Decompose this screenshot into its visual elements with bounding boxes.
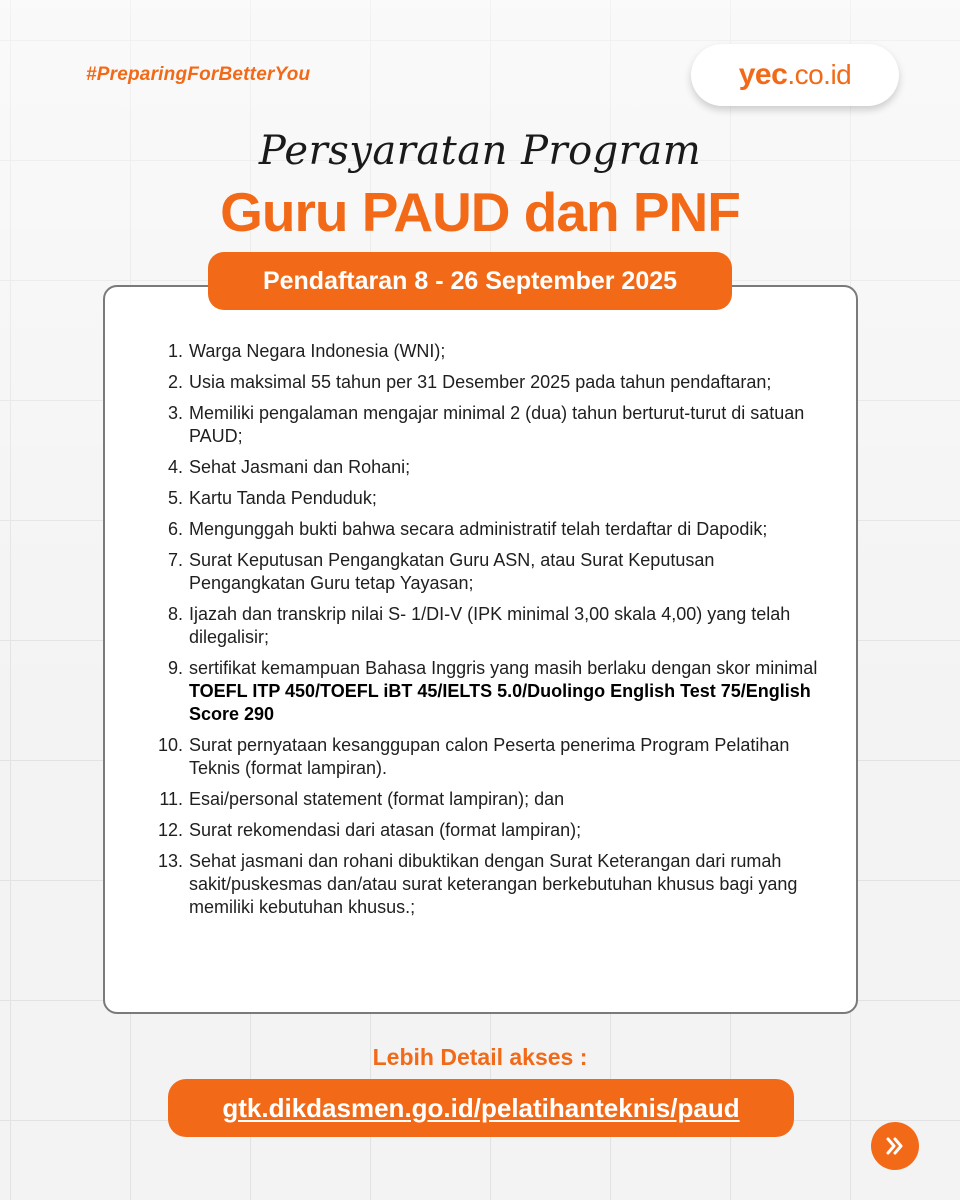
list-text: Ijazah dan transkrip nilai S- 1/DI-V (IPK minimal 3,00 skala 4,00) yang telah dilegalisir; <box>189 604 791 647</box>
requirements-list <box>145 340 825 927</box>
list-number: 10. <box>157 735 183 755</box>
list-text: Warga Negara Indonesia (WNI); <box>189 341 446 361</box>
page-subtitle: Persyaratan Program <box>258 128 702 174</box>
list-text: Esai/personal statement (format lampiran); dan <box>189 789 565 809</box>
list-item <box>145 819 825 842</box>
list-item <box>145 340 825 363</box>
list-number: 6. <box>167 519 183 539</box>
list-number: 1. <box>167 341 183 361</box>
list-item <box>145 456 825 479</box>
page-title: Guru PAUD dan PNF <box>220 181 740 243</box>
list-text: Sehat jasmani dan rohani dibuktikan dengan Surat Keterangan dari rumah sakit/puskesmas dan/atau surat keterangan berkebutuhan khusus bagi yang memiliki kebutuhan khusus.; <box>189 851 798 917</box>
list-text: Memiliki pengalaman mengajar minimal 2 (dua) tahun berturut-turut di satuan PAUD; <box>189 403 805 446</box>
registration-badge: Pendaftaran 8 - 26 September 2025 <box>208 252 732 310</box>
list-text: Surat Keputusan Pengangkatan Guru ASN, atau Surat Keputusan Pengangkatan Guru tetap Yayasan; <box>189 550 715 593</box>
logo-domain: .co.id <box>787 59 852 90</box>
list-number: 7. <box>167 550 183 570</box>
list-number: 9. <box>167 658 183 678</box>
detail-label: Lebih Detail akses : <box>372 1044 588 1070</box>
list-number: 12. <box>157 820 183 840</box>
logo-brand: yec <box>738 58 788 91</box>
logo[interactable] <box>691 44 899 106</box>
list-item <box>145 549 825 595</box>
list-text <box>183 657 825 726</box>
list-text: Sehat Jasmani dan Rohani; <box>189 457 411 477</box>
list-item <box>145 603 825 649</box>
list-text: Surat rekomendasi dari atasan (format lampiran); <box>189 820 582 840</box>
list-number: 13. <box>157 851 183 871</box>
detail-link[interactable]: gtk.dikdasmen.go.id/pelatihanteknis/paud <box>168 1079 794 1137</box>
list-item <box>145 371 825 394</box>
list-text-plain: sertifikat kemampuan Bahasa Inggris yang masih berlaku dengan skor minimal <box>189 658 818 678</box>
list-item <box>145 487 825 510</box>
list-item <box>145 518 825 541</box>
list-item <box>145 734 825 780</box>
list-text: Kartu Tanda Penduduk; <box>189 488 377 508</box>
list-number: 11. <box>159 789 183 809</box>
list-text: Surat pernyataan kesanggupan calon Peserta penerima Program Pelatihan Teknis (format lampiran). <box>189 735 790 778</box>
list-number: 8. <box>167 604 183 624</box>
list-number: 5. <box>167 488 183 508</box>
next-button[interactable] <box>871 1122 919 1170</box>
list-item <box>145 788 825 811</box>
list-number: 3. <box>167 403 183 423</box>
list-item <box>145 657 825 726</box>
hashtag: #PreparingForBetterYou <box>86 64 311 85</box>
list-text: Mengunggah bukti bahwa secara administratif telah terdaftar di Dapodik; <box>189 519 768 539</box>
list-item <box>145 850 825 919</box>
list-number: 2. <box>167 372 183 392</box>
list-item <box>145 402 825 448</box>
list-number: 4. <box>167 457 183 477</box>
list-text-bold: TOEFL ITP 450/TOEFL iBT 45/IELTS 5.0/Duolingo English Test 75/English Score 290 <box>189 681 811 724</box>
double-chevron-right-icon <box>883 1134 907 1158</box>
list-text: Usia maksimal 55 tahun per 31 Desember 2025 pada tahun pendaftaran; <box>189 372 772 392</box>
